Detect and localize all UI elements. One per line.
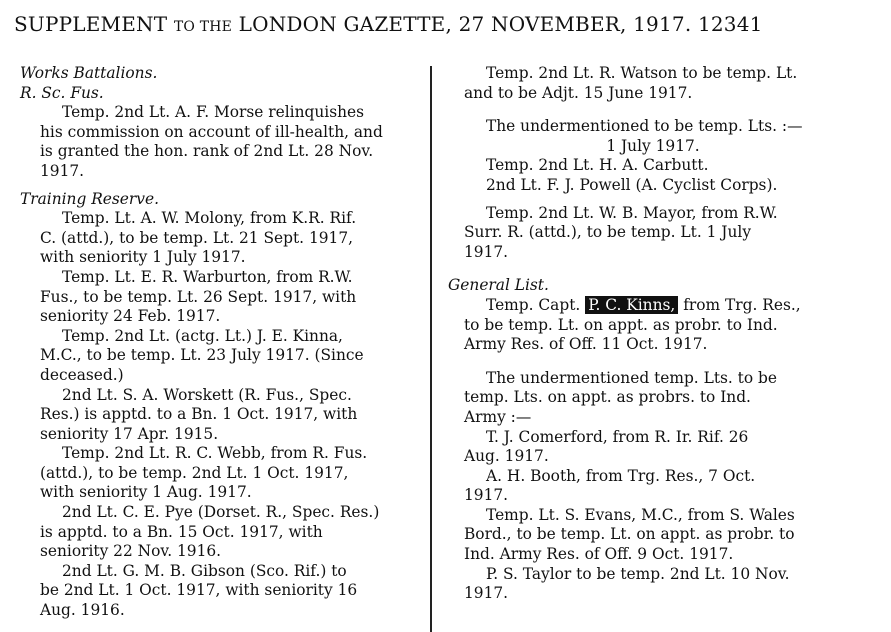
- section-works-battalions: Works Battalions.: [20, 64, 158, 82]
- entry-pye: 2nd Lt. C. E. Pye (Dorset. R., Spec. Res.) is apptd. to a Bn. 15 Oct. 1917, with seniority 22 Nov. 1916.: [40, 503, 380, 561]
- section-training-reserve: Training Reserve.: [20, 189, 159, 208]
- entry-undermentioned-temp-lts: The undermentioned temp. Lts. to be temp. Lts. on appt. as probrs. to Ind. Army :—: [464, 368, 777, 426]
- page-header: [14, 12, 874, 36]
- header-page-number: 12341: [697, 12, 763, 36]
- right-column: [446, 64, 842, 604]
- header-title-supplement: SUPPLEMENT: [14, 12, 168, 36]
- entry-molony: Temp. Lt. A. W. Molony, from K.R. Rif. C. (attd.), to be temp. Lt. 21 Sept. 1917, with seniority 1 July 1917.: [40, 209, 357, 267]
- entry-comerford: T. J. Comerford, from R. Ir. Rif. 26 Aug. 1917.: [464, 427, 749, 466]
- entry-watson: Temp. 2nd Lt. R. Watson to be temp. Lt. and to be Adjt. 15 June 1917.: [464, 64, 798, 102]
- entry-undermentioned-lts: The undermentioned to be temp. Lts. :—: [486, 117, 803, 136]
- entry-date-1-july: 1 July 1917.: [606, 136, 700, 155]
- column-divider: [430, 66, 432, 632]
- header-title-gazette: LONDON GAZETTE, 27 NOVEMBER, 1917.: [238, 12, 692, 36]
- entry-evans: Temp. Lt. S. Evans, M.C., from S. Wales Bord., to be temp. Lt. on appt. as probr. to Ind. Army Res. of Off. 9 Oct. 1917.: [464, 505, 795, 564]
- highlighted-name: P. C. Kinns,: [585, 296, 678, 314]
- entry-booth: A. H. Booth, from Trg. Res., 7 Oct. 1917.: [464, 466, 756, 505]
- entry-kinna: Temp. 2nd Lt. (actg. Lt.) J. E. Kinna, M.C., to be temp. Lt. 23 July 1917. (Since deceased.): [40, 326, 364, 384]
- entry-worskett: 2nd Lt. S. A. Worskett (R. Fus., Spec. Res.) is apptd. to a Bn. 1 Oct. 1917, with seniority 17 Apr. 1915.: [40, 385, 358, 443]
- entry-warburton: Temp. Lt. E. R. Warburton, from R.W. Fus., to be temp. Lt. 26 Sept. 1917, with seniority 24 Feb. 1917.: [40, 267, 357, 326]
- entry-carbutt-powell: Temp. 2nd Lt. H. A. Carbutt. 2nd Lt. F. J. Powell (A. Cyclist Corps).: [486, 156, 778, 194]
- entry-kinns: Temp. Capt. P. C. Kinns, from Trg. Res., to be temp. Lt. on appt. as probr. to Ind. Army Res. of Off. 11 Oct. 1917.: [464, 295, 801, 354]
- left-column: [18, 64, 422, 621]
- subsection-r-sc-fus: R. Sc. Fus.: [20, 83, 104, 102]
- header-to-the: TO THE: [173, 19, 233, 35]
- entry-mayor: Temp. 2nd Lt. W. B. Mayor, from R.W. Surr. R. (attd.), to be temp. Lt. 1 July 1917.: [464, 203, 778, 261]
- entry-webb: Temp. 2nd Lt. R. C. Webb, from R. Fus. (attd.), to be temp. 2nd Lt. 1 Oct. 1917, with seniority 1 Aug. 1917.: [40, 444, 368, 502]
- entry-gibson: 2nd Lt. G. M. B. Gibson (Sco. Rif.) to be 2nd Lt. 1 Oct. 1917, with seniority 16 Aug. 1916.: [40, 561, 358, 620]
- entry-morse: Temp. 2nd Lt. A. F. Morse relinquishes his commission on account of ill-health, and is granted the hon. rank of 2nd Lt. 28 Nov. 1917.: [40, 103, 383, 180]
- section-general-list: General List.: [448, 276, 549, 295]
- entry-taylor: P. S. Taylor to be temp. 2nd Lt. 10 Nov. 1917.: [464, 564, 790, 603]
